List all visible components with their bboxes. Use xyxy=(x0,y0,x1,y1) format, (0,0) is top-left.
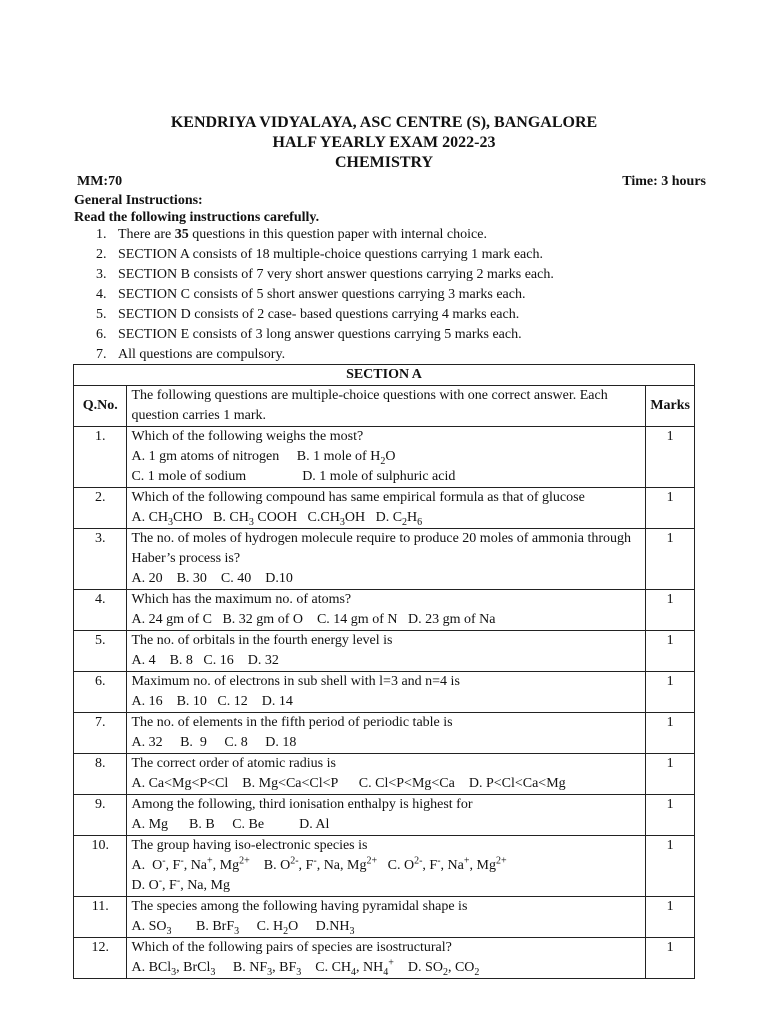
table-row xyxy=(74,427,695,488)
question-number: 5. xyxy=(74,631,127,672)
question-marks: 1 xyxy=(646,713,695,754)
question-cell xyxy=(127,488,646,529)
question-marks: 1 xyxy=(646,672,695,713)
question-text: Which has the maximum no. of atoms? xyxy=(131,592,352,607)
exam-title: HALF YEARLY EXAM 2022-23 xyxy=(272,134,496,151)
question-text: Maximum no. of electrons in sub shell with l=3 and n=4 is xyxy=(131,674,460,689)
question-number: 3. xyxy=(74,529,127,590)
question-number: 8. xyxy=(74,754,127,795)
question-text: The correct order of atomic radius is xyxy=(131,756,336,771)
table-row xyxy=(74,488,695,529)
instruction-item: 2. SECTION A consists of 18 multiple-choice questions carrying 1 mark each. xyxy=(96,247,543,262)
subject-title: CHEMISTRY xyxy=(334,154,434,171)
table-row xyxy=(74,631,695,672)
time-allowed: Time: 3 hours xyxy=(622,174,706,189)
question-number: 2. xyxy=(74,488,127,529)
question-cell xyxy=(127,590,646,631)
question-text: The no. of moles of hydrogen molecule require to produce 20 moles of ammonia through Haber’s process is? xyxy=(131,531,632,566)
max-marks: MM:70 xyxy=(77,174,123,189)
question-options: A. 20 B. 30 C. 40 D.10 xyxy=(131,571,293,586)
question-options: A. 32 B. 9 C. 8 D. 18 xyxy=(131,735,297,750)
question-options: A. 4 B. 8 C. 16 D. 32 xyxy=(131,653,279,668)
question-text: The group having iso-electronic species is xyxy=(131,838,368,853)
question-number: 10. xyxy=(74,836,127,897)
instruction-item: 6. SECTION E consists of 3 long answer questions carrying 5 marks each. xyxy=(96,327,522,342)
question-marks: 1 xyxy=(646,897,695,938)
question-marks: 1 xyxy=(646,836,695,897)
question-options: A. $CH_3CHO$ B. $CH_3$ COOH $C.CH_3OH$ D. $C_2H_6$ xyxy=(131,510,423,528)
table-row xyxy=(74,795,695,836)
instructions-list xyxy=(96,225,554,365)
question-marks: 1 xyxy=(646,529,695,590)
instruction-item: 4. SECTION C consists of 5 short answer questions carrying 3 marks each. xyxy=(96,287,526,302)
question-options: A. $SO_3$ B. BrF$_3$ C. $H_2O$ $D.NH_3$ xyxy=(131,919,355,937)
question-options: A. BCl$_3$, BrCl$_3$ B. $NF_3$, $BF_3$ C. $CH_4$, $NH_4^+$ D. $SO_2$, $CO_2$ xyxy=(131,957,480,978)
instruction-item: 7. All questions are compulsory. xyxy=(96,347,286,362)
question-marks: 1 xyxy=(646,795,695,836)
question-options: A. 24 gm of C B. 32 gm of O C. 14 gm of N D. 23 gm of Na xyxy=(131,612,496,627)
question-options: A. O-, F-, Na+, $Mg^{2+}$ B. $O^{2-}$, F-, Na, $Mg^{2+}$ C. $O^{2-}$, F-, Na+, $Mg^{2+}$ xyxy=(131,855,507,873)
questions-table xyxy=(73,364,695,979)
question-text: The species among the following having pyramidal shape is xyxy=(131,899,468,914)
section-row xyxy=(74,365,695,386)
table-row xyxy=(74,529,695,590)
exam-header xyxy=(0,113,768,173)
table-row xyxy=(74,897,695,938)
question-marks: 1 xyxy=(646,590,695,631)
question-options: A. 16 B. 10 C. 12 D. 14 xyxy=(131,694,293,709)
question-marks: 1 xyxy=(646,427,695,488)
question-cell xyxy=(127,836,646,897)
table-row xyxy=(74,938,695,979)
school-name: KENDRIYA VIDYALAYA, ASC CENTRE (S), BANGALORE xyxy=(170,114,598,131)
table-row xyxy=(74,672,695,713)
question-text: Among the following, third ionisation enthalpy is highest for xyxy=(131,797,473,812)
question-text: Which of the following compound has same empirical formula as that of glucose xyxy=(131,490,585,505)
table-row xyxy=(74,836,695,897)
section-title: SECTION A xyxy=(74,365,695,386)
table-row xyxy=(74,590,695,631)
question-marks: 1 xyxy=(646,938,695,979)
instruction-item: 3. SECTION B consists of 7 very short answer questions carrying 2 marks each. xyxy=(96,267,554,282)
read-instructions-heading: Read the following instructions carefully. xyxy=(74,210,320,225)
general-instructions-heading: General Instructions: xyxy=(74,193,203,208)
question-cell xyxy=(127,427,646,488)
question-number: 9. xyxy=(74,795,127,836)
question-cell xyxy=(127,529,646,590)
question-options: A. Ca<Mg<P<Cl B. Mg<Ca<Cl<P C. Cl<P<Mg<Ca D. P<Cl<Ca<Mg xyxy=(131,776,566,791)
question-marks: 1 xyxy=(646,754,695,795)
question-cell xyxy=(127,795,646,836)
question-cell xyxy=(127,754,646,795)
question-options: D. O-, F-, Na, Mg xyxy=(131,875,230,893)
question-number: 7. xyxy=(74,713,127,754)
col-description: The following questions are multiple-choice questions with one correct answer. Each question carries 1 mark. xyxy=(127,386,646,427)
col-marks: Marks xyxy=(646,386,695,427)
question-cell xyxy=(127,631,646,672)
table-header-row xyxy=(74,386,695,427)
question-options: C. 1 mole of sodium D. 1 mole of sulphuric acid xyxy=(131,469,456,484)
question-marks: 1 xyxy=(646,631,695,672)
question-text: Which of the following pairs of species are isostructural? xyxy=(131,940,452,955)
question-cell xyxy=(127,713,646,754)
question-number: 1. xyxy=(74,427,127,488)
col-qno: Q.No. xyxy=(74,386,127,427)
instruction-item: 1. There are 35 questions in this question paper with internal choice. xyxy=(96,227,487,242)
question-cell xyxy=(127,897,646,938)
question-cell xyxy=(127,938,646,979)
table-row xyxy=(74,754,695,795)
question-text: The no. of elements in the fifth period of periodic table is xyxy=(131,715,453,730)
question-cell xyxy=(127,672,646,713)
question-options: A. 1 gm atoms of nitrogen B. 1 mole of $H_2O$ xyxy=(131,449,396,467)
question-options: A. Mg B. B C. Be D. Al xyxy=(131,817,330,832)
table-row xyxy=(74,713,695,754)
question-text: Which of the following weighs the most? xyxy=(131,429,364,444)
meta-row xyxy=(77,172,706,192)
question-marks: 1 xyxy=(646,488,695,529)
question-number: 11. xyxy=(74,897,127,938)
question-number: 4. xyxy=(74,590,127,631)
instruction-item: 5. SECTION D consists of 2 case- based questions carrying 4 marks each. xyxy=(96,307,520,322)
question-number: 6. xyxy=(74,672,127,713)
question-text: The no. of orbitals in the fourth energy level is xyxy=(131,633,393,648)
question-number: 12. xyxy=(74,938,127,979)
